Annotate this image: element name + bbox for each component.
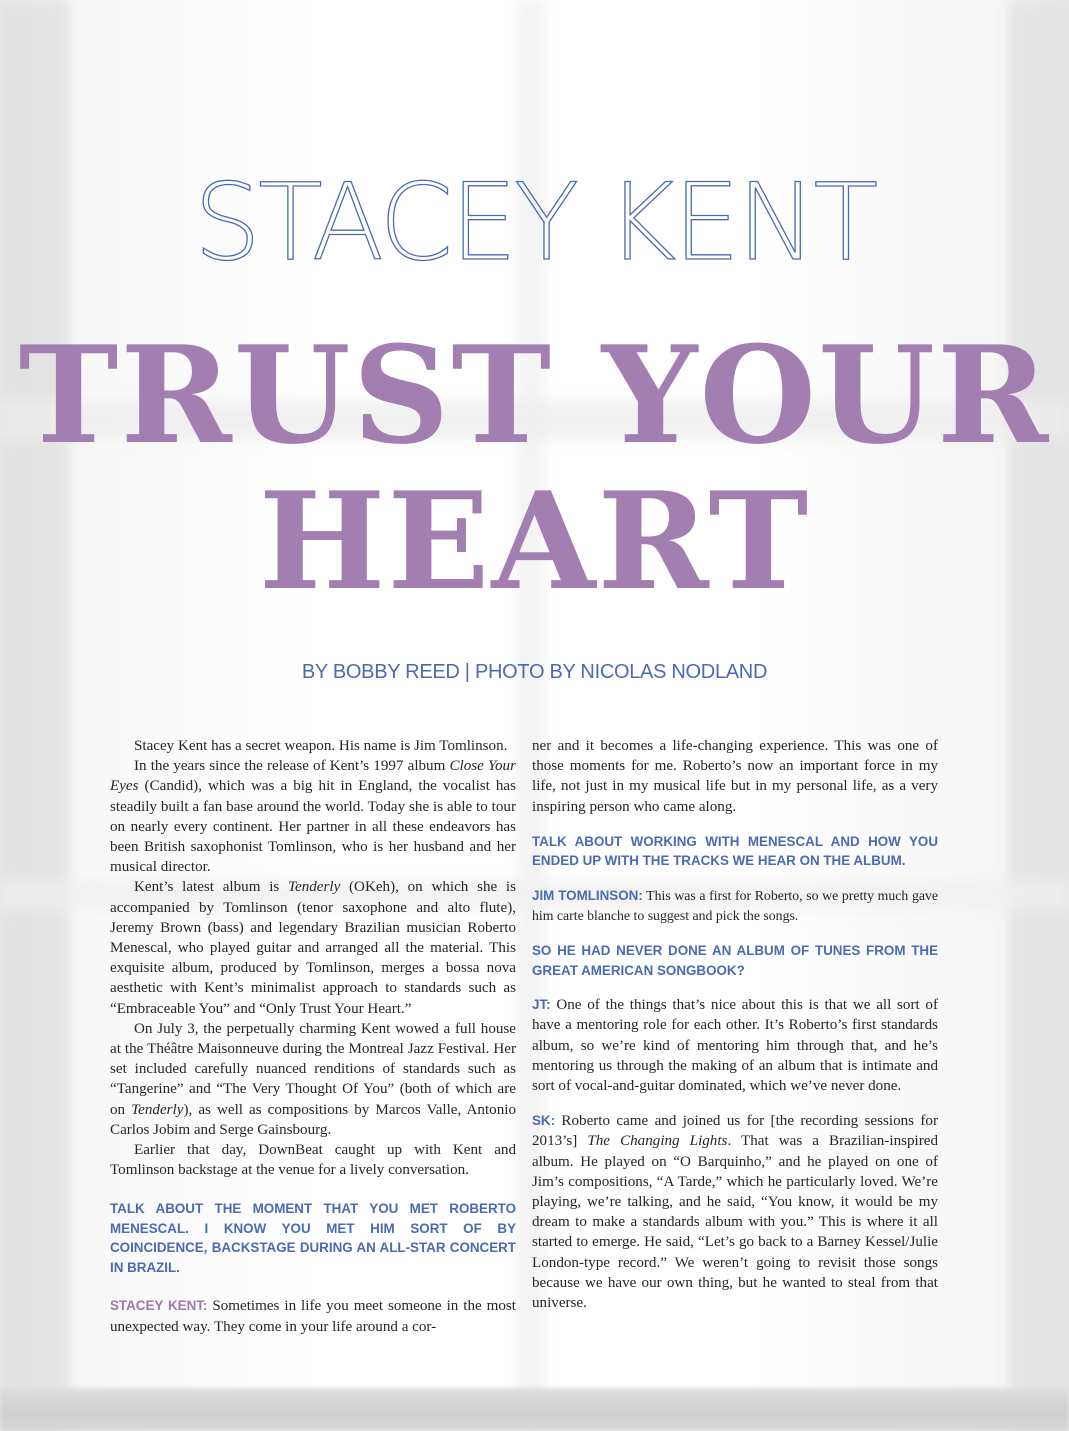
interview-question: SO HE HAD NEVER DONE AN ALBUM OF TUNES FROM THE GREAT AMERICAN SONGBOOK?: [532, 943, 938, 978]
speaker-label: JIM TOMLINSON:: [532, 887, 643, 903]
speaker-label: SK:: [532, 1113, 556, 1129]
headline-line-2: HEART: [258, 462, 811, 620]
interview-answer: JT: One of the things that’s nice about this is that we all sort of have a mentoring role for each other. It’s Roberto’s first standards album, so we’re kind of mentoring him through that, and he’s mentoring us through the making of an album that is intimate and sort of vocal-and-guitar dominated, which we’ve never done.: [532, 997, 938, 1095]
byline: BY BOBBY REED | PHOTO BY NICOLAS NODLAND: [301, 661, 768, 683]
album-title: Tenderly: [131, 1101, 184, 1118]
speaker-label: STACEY KENT:: [110, 1298, 208, 1314]
interview-answer: JIM TOMLINSON: This was a first for Roberto, so we pretty much gave him carte blanche to suggest and pick the songs.: [532, 887, 938, 924]
article-column-right: [532, 736, 938, 1313]
interview-answer-continued: ner and it becomes a life-changing experience. This was one of those moments for me. Roberto’s now an important force in my life, not just in my musical life but in my personal life, as a very inspiring person who came along.: [532, 738, 938, 815]
paragraph: Stacey Kent has a secret weapon. His name is Jim Tomlinson.: [134, 738, 508, 754]
headline-line-1: TRUST YOUR: [18, 316, 1051, 474]
paragraph: Kent’s latest album is Tenderly (OKeh), on which she is accompanied by Tomlinson (tenor saxophone and alto flute), Jeremy Brown (bass) and legendary Brazilian musician Roberto Menescal, who played guitar and arranged all the material. This exquisite album, produced by Tomlinson, merges a bossa nova aesthetic with Kent’s minimalist approach to standards such as “Embraceable You” and “Only Trust Your Heart.”: [110, 879, 516, 1017]
article-headline: [0, 316, 1069, 620]
interview-answer: STACEY KENT: Sometimes in life you meet someone in the most unexpected way. They come in your life around a cor-: [110, 1298, 516, 1335]
speaker-label: JT:: [532, 997, 551, 1013]
artist-name-kicker: STACEY KENT: [193, 161, 876, 284]
article-column-left: [110, 736, 516, 1337]
paragraph: In the years since the release of Kent’s 1997 album Close Your Eyes (Candid), which was a big hit in England, the vocalist has steadily built a fan base around the world. Today she is able to tour on nearly every continent. Her partner in all these endeavors has been British saxophonist Tomlinson, who is her husband and her musical director.: [110, 758, 516, 876]
interview-answer: SK: Roberto came and joined us for [the recording sessions for 2013’s] The Changing Lights. That was a Brazilian-inspired album. He played on “O Barquinho,” and he played on one of Jim’s compositions, “A Tarde,” which he particularly loved. We’re playing, we’re talking, and he said, “You know, it would be my dream to make a standards album with you.” This is where it all started to emerge. He said, “Let’s go back to a Barney Kessel/Julie London-type record.” We weren’t going to revisit those songs because we have our own thing, but he wanted to steal from that universe.: [532, 1113, 939, 1312]
album-title: The Changing Lights: [587, 1133, 728, 1150]
paragraph: On July 3, the perpetually charming Kent wowed a full house at the Théâtre Maisonneuve during the Montreal Jazz Festival. Her set included carefully nuanced renditions of standards such as “Tangerine” and “The Very Thought Of You” (both of which are on Tenderly), as well as compositions by Marcos Valle, Antonio Carlos Jobim and Serge Gainsbourg.: [110, 1020, 516, 1138]
interview-question: TALK ABOUT WORKING WITH MENESCAL AND HOW YOU ENDED UP WITH THE TRACKS WE HEAR ON THE ALBUM.: [532, 833, 938, 869]
album-title: Tenderly: [288, 879, 341, 896]
album-title: Close Your Eyes: [110, 758, 516, 795]
paragraph: Earlier that day, DownBeat caught up with Kent and Tomlinson backstage at the venue for a lively conversation.: [110, 1142, 516, 1179]
window-sill: [0, 1388, 1069, 1431]
interview-question: TALK ABOUT THE MOMENT THAT YOU MET ROBERTO MENESCAL. I KNOW YOU MET HIM SORT OF BY COINCIDENCE, BACKSTAGE DURING AN ALL-STAR CONCERT IN BRAZIL.: [110, 1201, 516, 1275]
